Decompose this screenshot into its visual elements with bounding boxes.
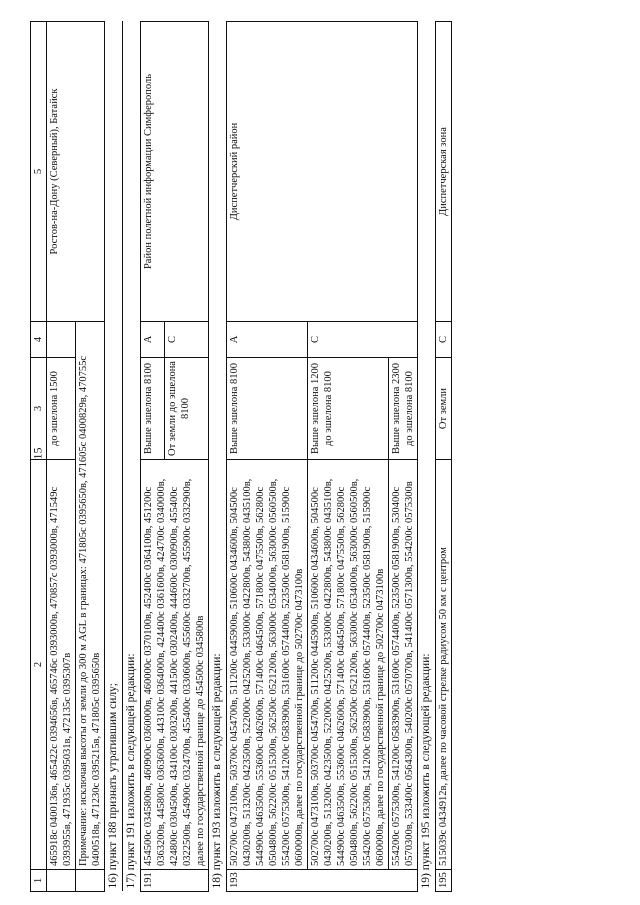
altitude-cell: Выше эшелона 8100 bbox=[141, 358, 165, 460]
altitude-cell: Выше эшелона 1200 до эшелона 8100 bbox=[308, 358, 389, 460]
header-col-2: 2 bbox=[31, 460, 47, 870]
airspace-table bbox=[30, 21, 452, 892]
amendment-item: 17) пункт 191 изложить в следующей редакции: bbox=[123, 22, 141, 892]
class-cell: C bbox=[165, 322, 209, 358]
rotated-page bbox=[30, 22, 630, 892]
district-cell: Диспетчерский район bbox=[227, 22, 418, 322]
header-col-3: 3 bbox=[31, 358, 47, 460]
row-number: 191 bbox=[141, 870, 209, 892]
header-col-1: 1 bbox=[31, 870, 47, 892]
district-cell: Диспетчерская зона bbox=[436, 22, 452, 322]
altitude-cell: От земли bbox=[436, 358, 452, 460]
district-cell: Район полетной информации Симферополь bbox=[141, 22, 209, 322]
coordinates-cell: 502700с 0473100в, 503700с 0454700в, 511200с 0445900в, 510600с 0434600в, 504500с 0430200в, 513200с 0423500в, 522000с 0425200в, 533000с 0422800в, 543800с 0435100в, 544900с 0463500в, 553600с 0462600в, 571400с 0464500в, 571800с 0475500в, 562800с 0504800в, 562200с 0515300в, 562500с 0521200в, 563000с 0534000в, 563000с 0560500в, 554200с 0575300в, 541200с 0583900в, 531600с 0574400в, 523500с 0581900в, 515900с 0600000в, далее по государственной границе до 502700с 0473100в bbox=[308, 460, 389, 870]
table-header-row bbox=[31, 22, 47, 892]
amendment-item: 16) пункт 188 признать утратившим силу; bbox=[105, 22, 123, 892]
coordinates-cell: 554200с 0575300в, 541200с 0583900в, 531600с 0574400в, 523500с 0581900в, 530400с 0570300в, 533400с 0564300в, 540200с 0570700в, 541400с 0571300в, 554200с 0575300в bbox=[389, 460, 418, 870]
page-number: 15 bbox=[30, 447, 45, 460]
class-cell: A bbox=[227, 322, 308, 358]
row-number: 195 bbox=[436, 870, 452, 892]
amendment-item: 18) пункт 193 изложить в следующей редакции: bbox=[209, 22, 227, 892]
altitude-cell: до эшелона 1500 bbox=[47, 358, 76, 460]
header-col-4: 4 bbox=[31, 322, 47, 358]
table-row bbox=[47, 22, 76, 892]
table-row bbox=[436, 22, 452, 892]
coordinates-cell: 454500с 0345800в, 460900с 0360000в, 460000с 0370100в, 452400с 0364100в, 451200с 0363200в, 445800с 0363600в, 443100с 0364000в, 424400с 0361600в, 424700с 0340000в, 424800с 0304500в, 434100с 0303200в, 441500с 0302400в, 444600с 0300900в, 455400с 0322500в, 454900с 0324700в, 455400с 0330600в, 455600с 0332700в, 455900с 0332900в, далее по государственной границе до 454500с 0345800в bbox=[141, 460, 209, 870]
table-row bbox=[141, 22, 165, 892]
coordinates-cell: 515039с 0434912в, далее по часовой стрелке радиусом 50 км с центром bbox=[436, 460, 452, 870]
altitude-cell: Выше эшелона 8100 bbox=[227, 358, 308, 460]
row-number: 193 bbox=[227, 870, 418, 892]
district-cell: Ростов-на-Дону (Северный), Батайск bbox=[47, 22, 105, 322]
class-cell: A bbox=[141, 322, 165, 358]
altitude-cell: От земли до эшелона 8100 bbox=[165, 358, 209, 460]
amendment-item: 19) пункт 195 изложить в следующей редакции: bbox=[418, 22, 436, 892]
table-row bbox=[227, 22, 308, 892]
coordinates-cell: 465918с 0400136в, 465422с 0394656в, 465746с 0393000в, 470857с 0393000в, 471549с 0393955в, 471935с 0395031в, 472135с 0395307в bbox=[47, 460, 76, 870]
class-cell: C bbox=[436, 322, 452, 358]
note-cell: Примечание: исключая высоты от земли до 300 м AGL в границах: 471805с 0395650в, 471605с 0400829в, 470755с 0400518в, 471230с 0395215в, 471805с 0395650в bbox=[76, 322, 105, 870]
coordinates-cell: 502700с 0473100в, 503700с 0454700в, 511200с 0445900в, 510600с 0434600в, 504500с 0430200в, 513200с 0423500в, 522000с 0425200в, 533000с 0422800в, 543800с 0435100в, 544900с 0463500в, 553600с 0462600в, 571400с 0464500в, 571800с 0475500в, 562800с 0504800в, 562200с 0515300в, 562500с 0521200в, 563000с 0534000в, 563000с 0560500в, 554200с 0575300в, 541200с 0583900в, 531600с 0574400в, 523500с 0581900в, 515900с 0600000в, далее по государственной границе до 502700с 0473100в bbox=[227, 460, 308, 870]
altitude-cell: Выше эшелона 2300 до эшелона 8100 bbox=[389, 358, 418, 460]
class-cell: C bbox=[308, 322, 418, 358]
header-col-5: 5 bbox=[31, 22, 47, 322]
